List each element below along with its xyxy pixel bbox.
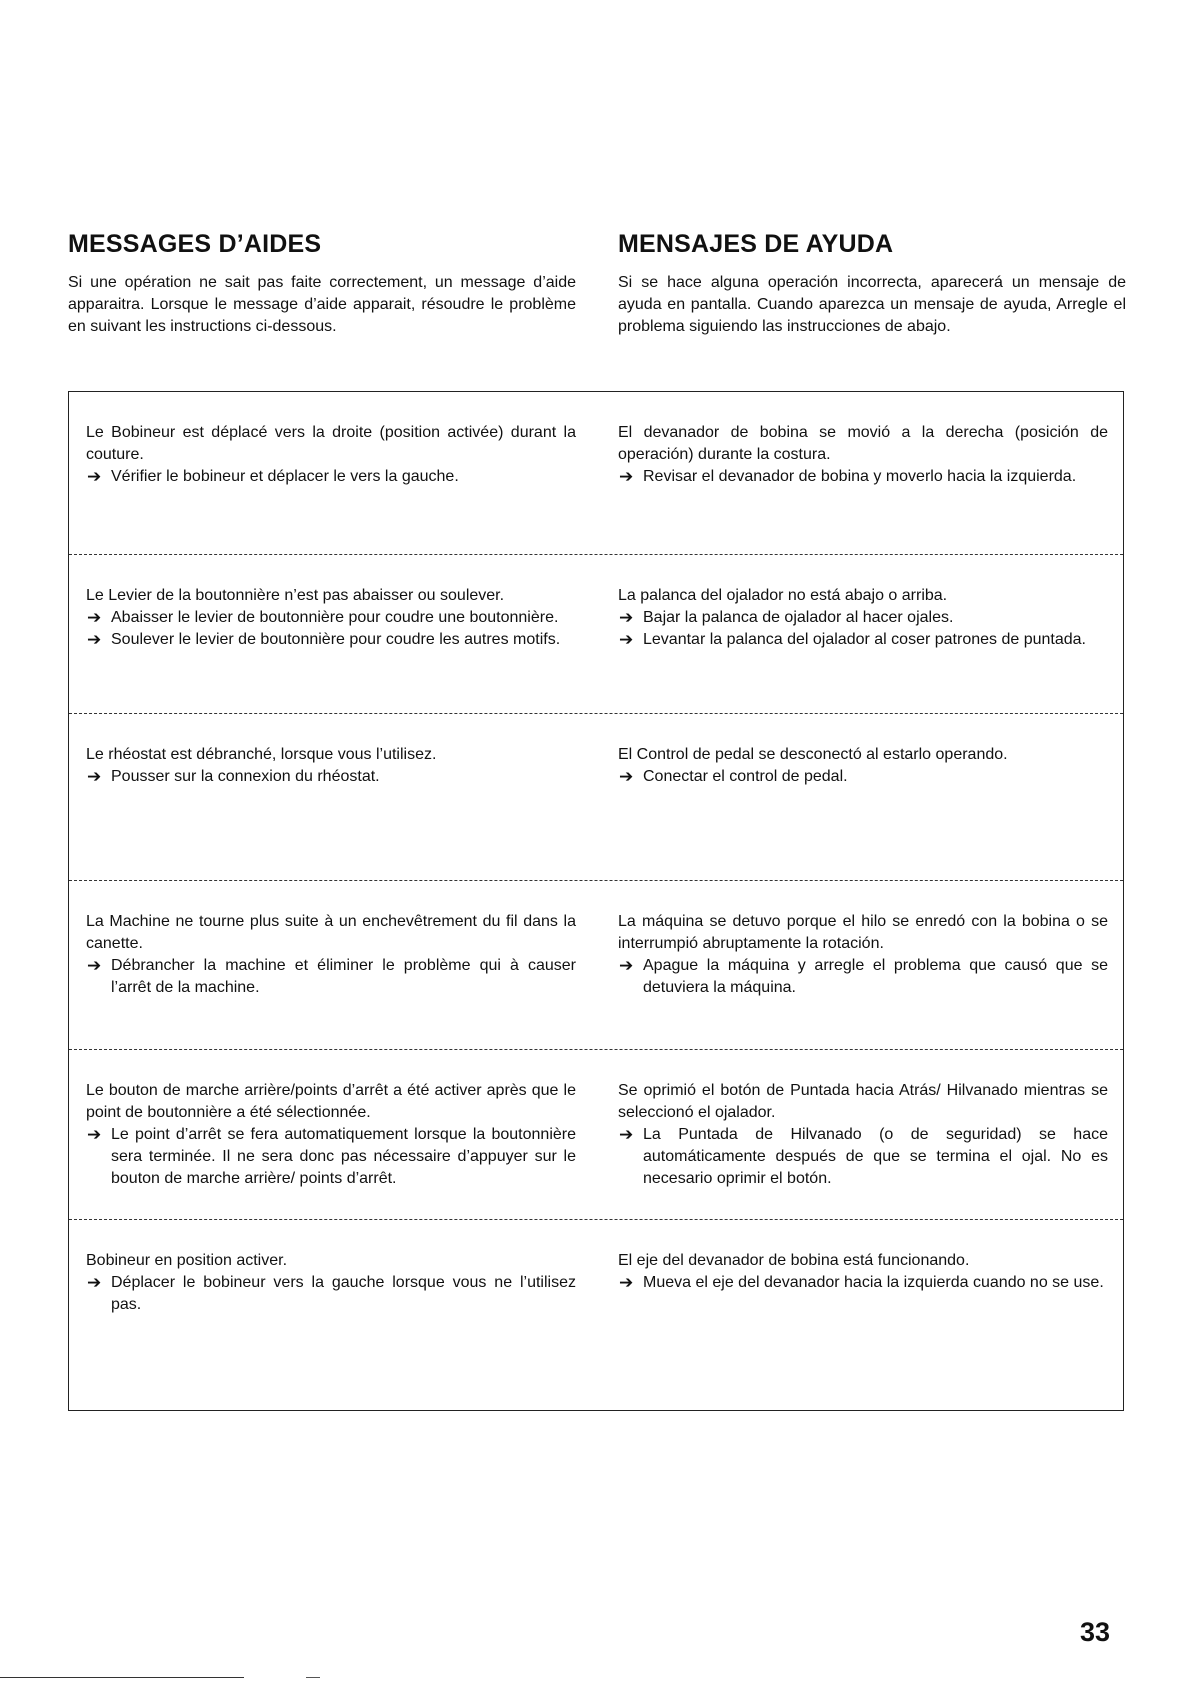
problem-text: Le bouton de marche arrière/points d’arrêt a été activer après que le point de boutonnière a été sélectionnée. [86,1082,576,1121]
step-text: Revisar el devanador de bobina y moverlo hacia la izquierda. [643,468,1077,485]
solution-step [86,766,576,788]
solution-step [618,607,1108,629]
spanish-cell [618,911,1108,999]
solution-step [86,629,576,651]
step-text: Levantar la palanca del ojalador al coser patrones de puntada. [643,631,1086,648]
help-messages-table [68,391,1124,1411]
solution-step [618,629,1108,651]
step-text: La Puntada de Hilvanado (o de seguridad) se hace automáticamente después de que se termina el ojal. No es necesario oprimir el botón. [643,1126,1108,1187]
solution-step [86,1272,576,1316]
problem-text: Le Bobineur est déplacé vers la droite (position activée) durant la couture. [86,424,576,463]
problem-text: El Control de pedal se desconectó al estarlo operando. [618,746,1008,763]
arrow-icon: ➔ [619,767,634,786]
problem-text: La Machine ne tourne plus suite à un enchevêtrement du fil dans la canette. [86,913,576,952]
french-cell [86,911,576,999]
help-message-row [69,392,1123,554]
arrow-icon: ➔ [619,608,634,627]
spanish-intro: Si se hace alguna operación incorrecta, aparecerá un mensaje de ayuda en pantalla. Cuando aparezca un mensaje de ayuda, Arregle el problema siguiendo las instrucciones de abajo. [618,274,1126,335]
footer-rule [0,1677,244,1678]
french-intro: Si une opération ne sait pas faite correctement, un message d’aide apparaitra. Lorsque le message d’aide apparait, résoudre le problème en suivant les instructions ci-dessous. [68,274,576,335]
problem-text: Bobineur en position activer. [86,1252,288,1269]
french-cell [86,744,576,788]
spanish-cell [618,422,1108,488]
footer-mark [306,1677,320,1678]
help-message-row [69,1219,1123,1409]
solution-step [618,766,1108,788]
step-text: Le point d’arrêt se fera automatiquement lorsque la boutonnière sera terminée. Il ne sera donc pas nécessaire d’appuyer sur le bouton de marche arrière/ points d’arrêt. [111,1126,576,1187]
french-cell [86,422,576,488]
spanish-cell [618,1250,1108,1294]
problem-text: Le rhéostat est débranché, lorsque vous l’utilisez. [86,746,437,763]
arrow-icon: ➔ [87,1125,102,1144]
arrow-icon: ➔ [619,1125,634,1144]
step-text: Débrancher la machine et éliminer le problème qui à causer l’arrêt de la machine. [111,957,576,996]
step-text: Apague la máquina y arregle el problema que causó que se detuviera la máquina. [643,957,1108,996]
arrow-icon: ➔ [87,956,102,975]
page-number: 33 [1080,1617,1111,1647]
arrow-icon: ➔ [87,608,102,627]
help-message-row [69,713,1123,880]
help-message-row [69,880,1123,1049]
solution-step [618,955,1108,999]
step-text: Conectar el control de pedal. [643,768,848,785]
solution-step [86,466,576,488]
arrow-icon: ➔ [87,630,102,649]
step-text: Déplacer le bobineur vers la gauche lorsque vous ne l’utilisez pas. [111,1274,576,1313]
step-text: Abaisser le levier de boutonnière pour coudre une boutonnière. [111,609,559,626]
arrow-icon: ➔ [619,956,634,975]
problem-text: El eje del devanador de bobina está funcionando. [618,1252,970,1269]
french-cell [86,585,576,651]
problem-text: La palanca del ojalador no está abajo o arriba. [618,587,948,604]
step-text: Pousser sur la connexion du rhéostat. [111,768,380,785]
step-text: Bajar la palanca de ojalador al hacer ojales. [643,609,954,626]
arrow-icon: ➔ [87,1273,102,1292]
solution-step [86,955,576,999]
problem-text: La máquina se detuvo porque el hilo se enredó con la bobina o se interrumpió abruptamente la rotación. [618,913,1108,952]
step-text: Soulever le levier de boutonnière pour coudre les autres motifs. [111,631,561,648]
step-text: Vérifier le bobineur et déplacer le vers la gauche. [111,468,459,485]
solution-step [86,607,576,629]
step-text: Mueva el eje del devanador hacia la izquierda cuando no se use. [643,1274,1104,1291]
solution-step [618,1124,1108,1190]
help-message-row [69,1049,1123,1219]
spanish-cell [618,1080,1108,1190]
problem-text: Le Levier de la boutonnière n’est pas abaisser ou soulever. [86,587,505,604]
problem-text: Se oprimió el botón de Puntada hacia Atrás/ Hilvanado mientras se seleccionó el ojalador. [618,1082,1108,1121]
problem-text: El devanador de bobina se movió a la derecha (posición de operación) durante la costura. [618,424,1108,463]
french-cell [86,1250,576,1316]
arrow-icon: ➔ [619,467,634,486]
solution-step [86,1124,576,1190]
solution-step [618,466,1108,488]
arrow-icon: ➔ [87,767,102,786]
arrow-icon: ➔ [87,467,102,486]
french-cell [86,1080,576,1190]
solution-step [618,1272,1108,1294]
spanish-section-title: MENSAJES DE AYUDA [618,230,894,258]
arrow-icon: ➔ [619,630,634,649]
spanish-cell [618,744,1108,788]
help-message-row [69,554,1123,713]
spanish-cell [618,585,1108,651]
french-section-title: MESSAGES D’AIDES [68,230,322,258]
arrow-icon: ➔ [619,1273,634,1292]
